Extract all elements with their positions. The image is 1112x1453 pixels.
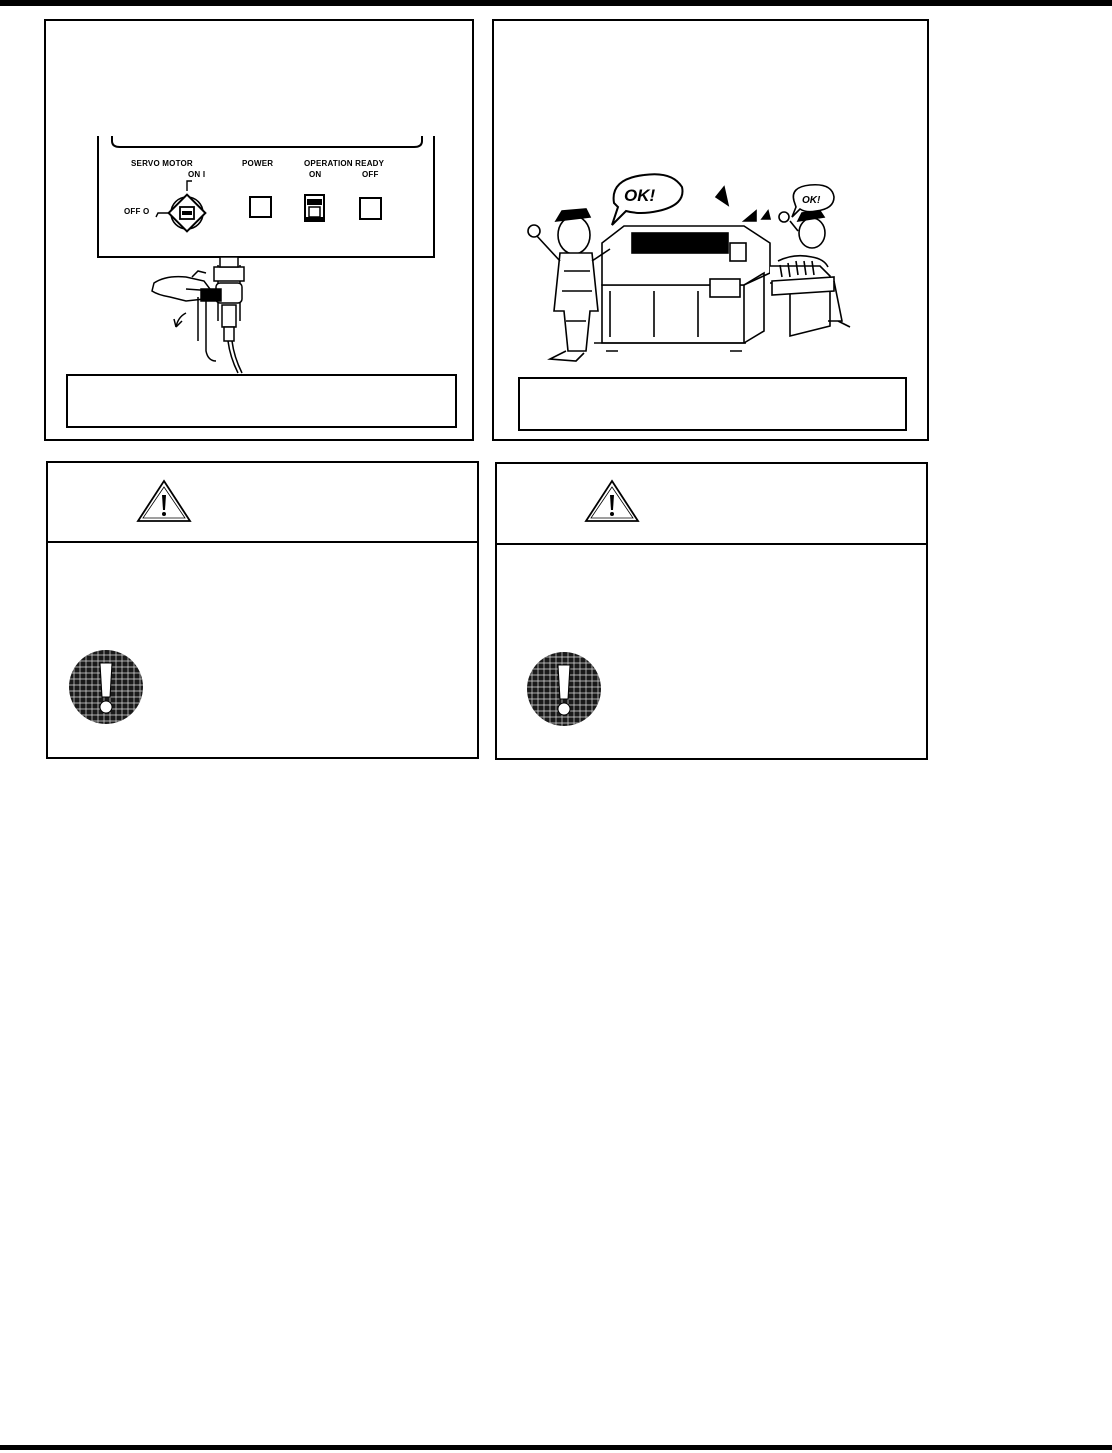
warning-box-left [46, 461, 479, 759]
ready-off-label: OFF [362, 170, 379, 179]
operation-ready-off-button-icon [360, 198, 381, 219]
speech-right-text: OK! [802, 195, 821, 206]
figure-operators [492, 19, 929, 441]
power-label: POWER [242, 159, 274, 168]
mandatory-action-icon [68, 649, 144, 725]
warning-triangle-icon [136, 479, 192, 523]
power-lamp-icon [250, 197, 271, 217]
servo-key-switch-icon [156, 181, 205, 231]
air-valve-hand-icon [152, 257, 244, 373]
caption-box [66, 374, 457, 428]
operation-ready-on-button-icon [305, 195, 324, 221]
bottom-rule [0, 1445, 1112, 1450]
warning-box-right [495, 462, 928, 760]
servo-on-label: ON I [188, 170, 206, 179]
mandatory-action-icon [526, 651, 602, 727]
figure-control-panel [44, 19, 474, 441]
header-divider [497, 543, 926, 545]
header-divider [48, 541, 477, 543]
servo-off-label: OFF O [124, 207, 150, 216]
operation-ready-label: OPERATION READY [304, 159, 385, 168]
operator-left-icon [528, 209, 610, 361]
caption-box [518, 377, 907, 431]
ready-on-label: ON [309, 170, 322, 179]
warning-triangle-icon [584, 479, 640, 523]
servo-motor-label: SERVO MOTOR [131, 159, 193, 168]
top-rule [0, 0, 1112, 6]
speech-left-text: OK! [624, 186, 656, 205]
